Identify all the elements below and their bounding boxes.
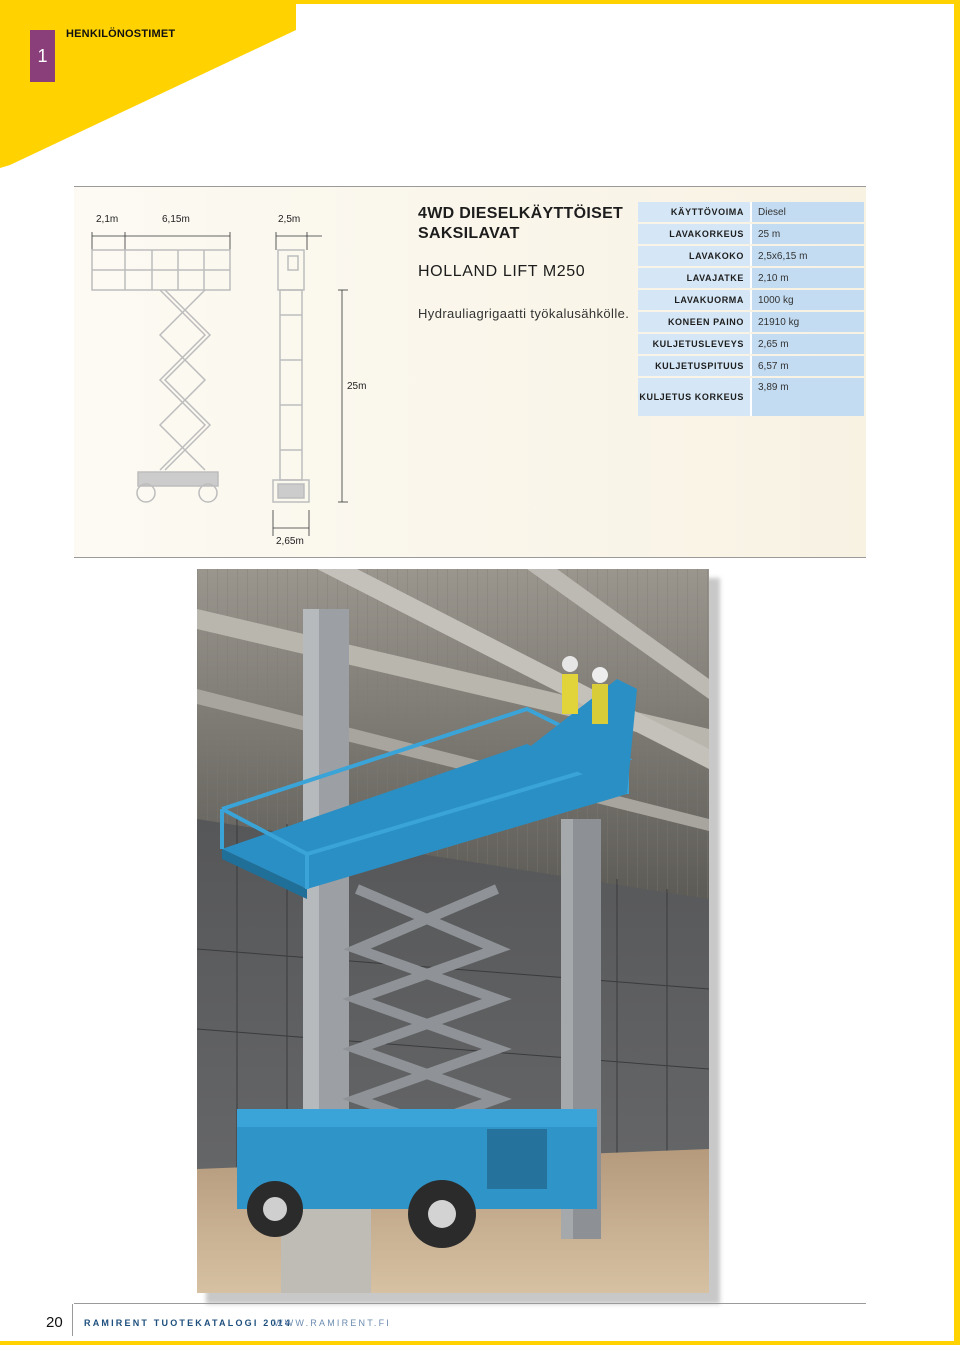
spec-label: KULJETUSLEVEYS	[638, 334, 750, 354]
spec-row	[638, 268, 864, 288]
chapter-number-badge: 1	[30, 30, 55, 82]
spec-value: 2,65 m	[750, 334, 864, 354]
product-description: Hydrauliagrigaatti työkalusähkölle.	[418, 306, 630, 321]
spec-row	[638, 290, 864, 310]
scissor-lift-photo-illustration	[197, 569, 709, 1293]
spec-value: 1000 kg	[750, 290, 864, 310]
middle-divider	[74, 557, 866, 558]
spec-row	[638, 202, 864, 222]
spec-label: KÄYTTÖVOIMA	[638, 202, 750, 222]
spec-row	[638, 246, 864, 266]
dim-side-width: 2,5m	[278, 214, 301, 225]
spec-value: 2,5x6,15 m	[750, 246, 864, 266]
page-number: 20	[46, 1314, 63, 1331]
spec-row	[638, 312, 864, 332]
footer-divider	[74, 1303, 866, 1304]
dim-base-width: 2,65m	[276, 536, 304, 547]
spec-row	[638, 224, 864, 244]
spec-row	[638, 356, 864, 376]
dim-platform-length: 6,15m	[162, 214, 190, 225]
spec-value: 2,10 m	[750, 268, 864, 288]
top-divider	[74, 186, 866, 187]
spec-value: 6,57 m	[750, 356, 864, 376]
spec-table	[638, 200, 864, 418]
product-photo	[197, 569, 709, 1293]
spec-label: LAVAJATKE	[638, 268, 750, 288]
spec-label: LAVAKUORMA	[638, 290, 750, 310]
scissor-lift-technical-drawing	[80, 210, 380, 550]
dim-lift-height: 25m	[347, 381, 367, 392]
spec-label: LAVAKOKO	[638, 246, 750, 266]
product-category-heading: 4WD DIESELKÄYTTÖISET SAKSILAVAT	[418, 205, 624, 242]
section-title: HENKILÖNOSTIMET	[66, 28, 176, 40]
spec-value: 25 m	[750, 224, 864, 244]
spec-label: LAVAKORKEUS	[638, 224, 750, 244]
spec-row	[638, 334, 864, 354]
right-yellow-border	[954, 0, 960, 1345]
dim-platform-extension: 2,1m	[96, 214, 119, 225]
spec-label: KULJETUS KORKEUS	[638, 378, 750, 416]
spec-row	[638, 378, 864, 416]
spec-value: 3,89 m	[750, 378, 864, 416]
yellow-corner-triangle	[0, 0, 300, 170]
catalog-url[interactable]: WWW.RAMIRENT.FI	[274, 1318, 391, 1328]
page-number-separator	[72, 1304, 73, 1336]
spec-label: KONEEN PAINO	[638, 312, 750, 332]
spec-value: 21910 kg	[750, 312, 864, 332]
bottom-yellow-border	[0, 1341, 960, 1345]
spec-label: KULJETUSPITUUS	[638, 356, 750, 376]
catalog-title: RAMIRENT TUOTEKATALOGI 2014	[84, 1318, 293, 1328]
product-name: HOLLAND LIFT M250	[418, 263, 586, 280]
spec-value: Diesel	[750, 202, 864, 222]
